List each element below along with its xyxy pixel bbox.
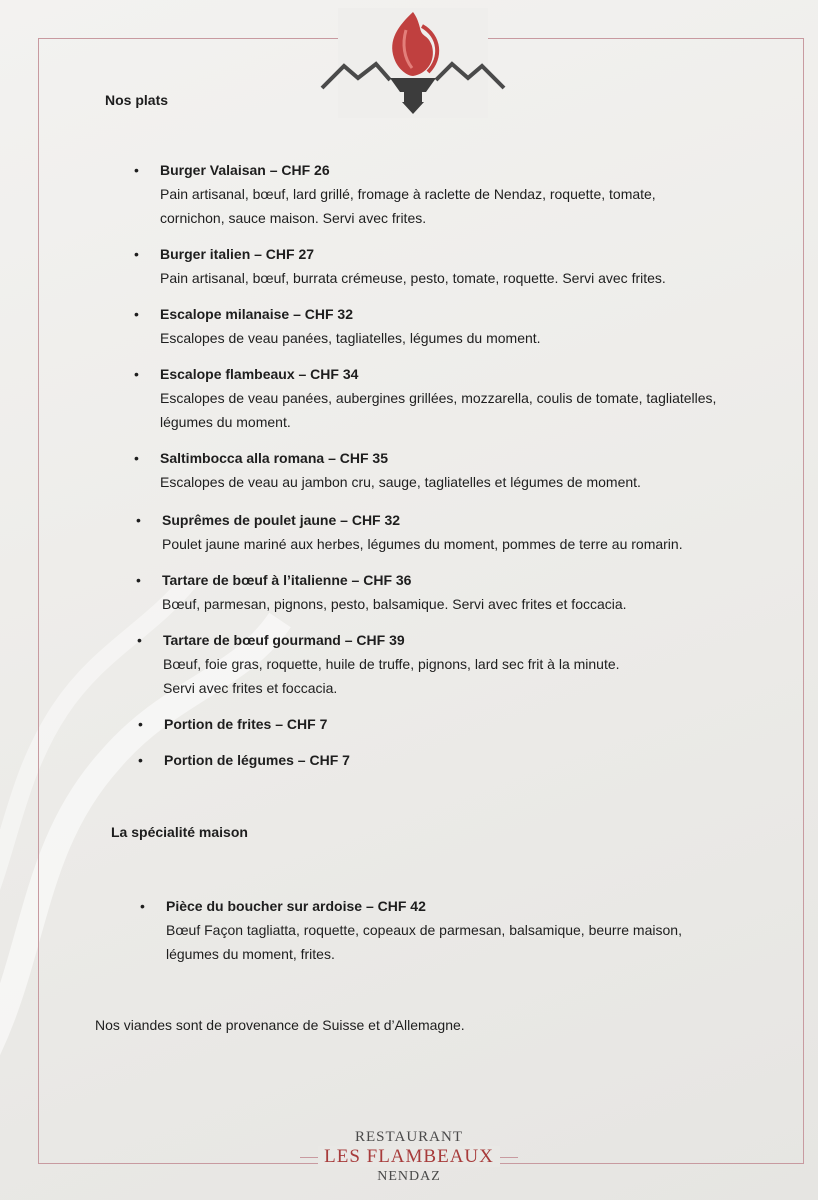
bullet-dot-icon: • [138,752,143,768]
brand-name-row [0,1146,818,1168]
specialty-item [140,894,806,966]
bullet-dot-icon: • [138,716,143,732]
item-name: Portion de légumes – CHF 7 [164,752,350,768]
bullet-dot-icon: • [140,898,145,914]
menu-item [138,748,804,772]
menu-item [134,242,800,290]
item-description: cornichon, sauce maison. Servi avec frites. [160,210,427,226]
menu-item [134,362,800,434]
item-name: Portion de frites – CHF 7 [164,716,328,732]
item-name: Escalope milanaise – CHF 32 [160,306,353,322]
menu-item [136,568,802,616]
menu-item [138,712,804,736]
item-name: Suprêmes de poulet jaune – CHF 32 [162,512,401,528]
menu-item [136,508,802,556]
brand-line-name: LES FLAMBEAUX [318,1146,500,1167]
bullet-dot-icon: • [134,306,139,322]
bullet-dot-icon: • [134,366,139,382]
bullet-dot-icon: • [134,246,139,262]
item-description: Pain artisanal, bœuf, lard grillé, fromage à raclette de Nendaz, roquette, tomate, [160,186,656,202]
item-description: Escalopes de veau panées, tagliatelles, légumes du moment. [160,330,541,346]
menu-item [137,628,803,700]
provenance-note: Nos viandes sont de provenance de Suisse et d’Allemagne. [95,1017,465,1033]
menu-item [134,158,800,230]
menu-item [134,302,800,350]
item-description: Bœuf, foie gras, roquette, huile de truffe, pignons, lard sec frit à la minute. [163,656,620,672]
item-description: Poulet jaune mariné aux herbes, légumes du moment, pommes de terre au romarin. [162,536,683,552]
menu-item [134,446,800,494]
item-description: Bœuf, parmesan, pignons, pesto, balsamique. Servi avec frites et foccacia. [162,596,627,612]
item-name: Burger italien – CHF 27 [160,246,315,262]
bullet-dot-icon: • [136,572,141,588]
item-description: Escalopes de veau panées, aubergines grillées, mozzarella, coulis de tomate, tagliatelles, [160,390,717,406]
item-description: Escalopes de veau au jambon cru, sauge, tagliatelles et légumes de moment. [160,474,641,490]
bullet-dot-icon: • [134,450,139,466]
section-title-specialite: La spécialité maison [111,824,248,840]
item-name: Tartare de bœuf gourmand – CHF 39 [163,632,405,648]
item-name: Pièce du boucher sur ardoise – CHF 42 [166,898,426,914]
torch-mountains-logo [318,8,508,118]
item-name: Tartare de bœuf à l’italienne – CHF 36 [162,572,412,588]
bullet-dot-icon: • [134,162,139,178]
bullet-dot-icon: • [136,512,141,528]
item-description: Servi avec frites et foccacia. [163,680,338,696]
item-name: Saltimbocca alla romana – CHF 35 [160,450,388,466]
bullet-dot-icon: • [137,632,142,648]
item-name: Escalope flambeaux – CHF 34 [160,366,359,382]
restaurant-brand [0,1128,818,1186]
brand-line-location: NENDAZ [377,1169,441,1184]
section-title-nos-plats: Nos plats [105,92,169,108]
brand-line-restaurant: RESTAURANT [355,1129,463,1145]
item-description: Pain artisanal, bœuf, burrata crémeuse, pesto, tomate, roquette. Servi avec frites. [160,270,666,286]
item-description: légumes du moment. [160,414,291,430]
item-name: Burger Valaisan – CHF 26 [160,162,330,178]
item-description: Bœuf Façon tagliatta, roquette, copeaux de parmesan, balsamique, beurre maison, [166,922,682,938]
item-description: légumes du moment, frites. [166,946,335,962]
